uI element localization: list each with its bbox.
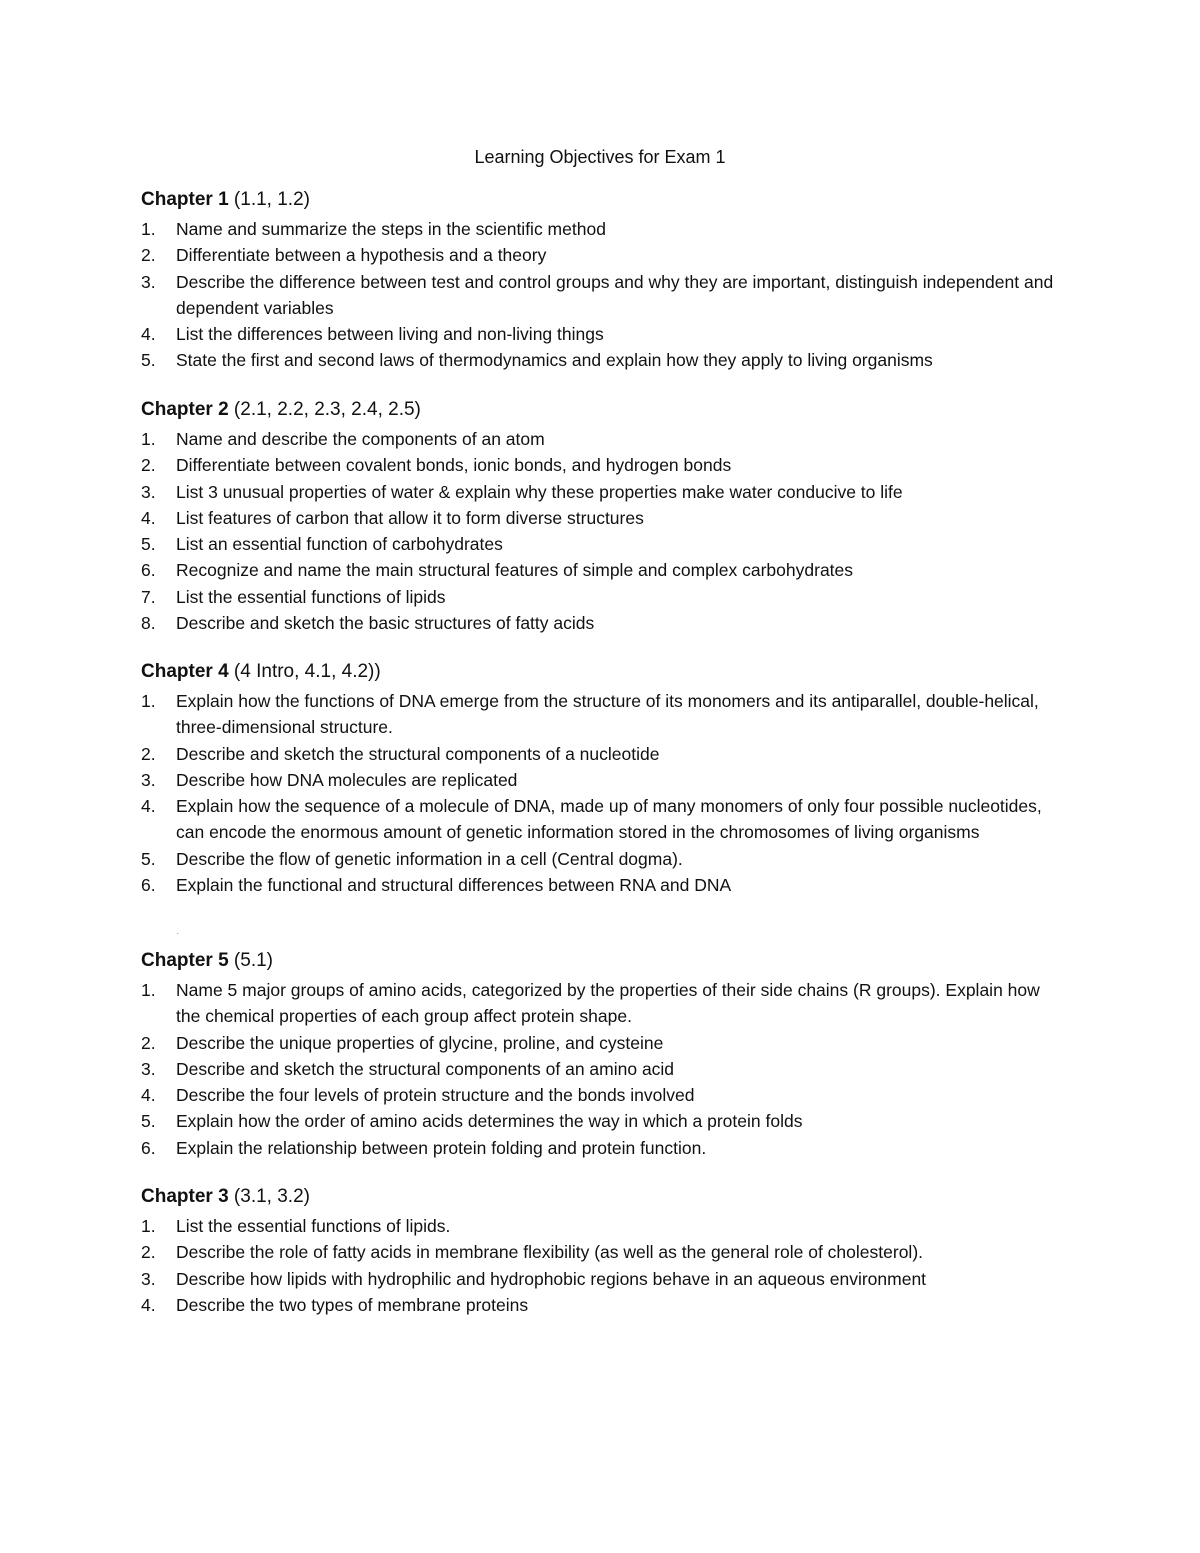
item-text: Name and describe the components of an atom	[176, 429, 545, 449]
list-item	[141, 505, 1061, 531]
item-number: 6.	[141, 875, 156, 896]
item-number: 3.	[141, 1058, 156, 1079]
item-text: Describe and sketch the structural components of a nucleotide	[176, 743, 660, 764]
list-item	[141, 242, 1061, 268]
item-text: Explain how the functions of DNA emerge from the structure of its monomers and its antiparallel, double-helical, three-dimensional structure.	[176, 691, 1039, 738]
chapter-label: Chapter 5	[141, 950, 229, 971]
item-number: 1.	[141, 219, 156, 239]
list-item	[141, 1292, 1061, 1318]
chapter-label: Chapter 4	[141, 661, 229, 682]
item-number: 2.	[141, 455, 156, 476]
item-number: 4.	[141, 1294, 156, 1315]
item-text: List an essential function of carbohydrates	[176, 534, 503, 555]
item-number: 2.	[141, 1242, 156, 1263]
item-text: Differentiate between a hypothesis and a theory	[176, 245, 547, 266]
item-number: 4.	[141, 507, 156, 528]
item-number: 2.	[141, 1032, 156, 1053]
objective-list	[141, 426, 1061, 636]
section-heading	[141, 660, 1061, 684]
section-heading	[141, 398, 1061, 422]
stray-mark: ·	[176, 928, 180, 939]
item-text: Explain how the sequence of a molecule of DNA, made up of many monomers of only four possible nucleotides, can encode the enormous amount of genetic information stored in the chromosomes of living organisms	[176, 796, 1042, 843]
item-text: Explain the functional and structural differences between RNA and DNA	[176, 875, 732, 896]
list-item	[141, 610, 1061, 636]
item-text: Recognize and name the main structural features of simple and complex carbohydrates	[176, 560, 854, 581]
item-number: 2.	[141, 245, 156, 266]
page-title: Learning Objectives for Exam 1	[474, 147, 726, 167]
item-text: List 3 unusual properties of water & explain why these properties make water conducive to life	[176, 481, 903, 502]
list-item	[141, 1213, 1061, 1239]
list-item	[141, 479, 1061, 505]
list-item	[141, 793, 1061, 846]
item-text: Describe how DNA molecules are replicated	[176, 769, 518, 790]
chapter-ref: (1.1, 1.2)	[233, 189, 310, 210]
item-text: Name 5 major groups of amino acids, categorized by the properties of their side chains (R groups). Explain how the chemical properties of each group affect protein shape.	[176, 980, 1040, 1027]
objective-list	[141, 216, 1061, 374]
list-item	[141, 1108, 1061, 1134]
chapter-ref: (2.1, 2.2, 2.3, 2.4, 2.5)	[233, 399, 421, 420]
chapter-ref: (4 Intro, 4.1, 4.2))	[233, 661, 381, 682]
item-number: 5.	[141, 1111, 156, 1132]
item-number: 4.	[141, 324, 156, 345]
item-number: 4.	[141, 796, 156, 817]
item-text: Describe the role of fatty acids in membrane flexibility (as well as the general role of cholesterol).	[176, 1242, 924, 1263]
item-number: 4.	[141, 1085, 156, 1106]
list-item	[141, 1239, 1061, 1265]
list-item	[141, 1266, 1061, 1292]
section-heading	[141, 949, 1061, 973]
list-item	[141, 688, 1061, 741]
objective-list	[141, 1213, 1061, 1318]
chapter-section	[141, 949, 1061, 1161]
item-text: Describe the two types of membrane proteins	[176, 1294, 529, 1315]
item-number: 5.	[141, 848, 156, 869]
item-number: 1.	[141, 980, 156, 1000]
list-item	[141, 216, 1061, 242]
item-text: Describe how lipids with hydrophilic and hydrophobic regions behave in an aqueous environment	[176, 1268, 927, 1289]
item-text: Describe the difference between test and control groups and why they are important, distinguish independent and dependent variables	[176, 271, 1054, 318]
item-number: 3.	[141, 769, 156, 790]
list-item	[141, 741, 1061, 767]
item-number: 2.	[141, 743, 156, 764]
chapter-label: Chapter 1	[141, 189, 229, 210]
list-item	[141, 452, 1061, 478]
chapter-label: Chapter 2	[141, 399, 229, 420]
list-item	[141, 426, 1061, 452]
list-item	[141, 1135, 1061, 1161]
item-number: 3.	[141, 1268, 156, 1289]
item-text: Describe and sketch the basic structures of fatty acids	[176, 613, 595, 634]
section-heading	[141, 188, 1061, 212]
list-item	[141, 584, 1061, 610]
section-heading	[141, 1185, 1061, 1209]
list-item	[141, 269, 1061, 322]
item-text: Explain the relationship between protein folding and protein function.	[176, 1137, 707, 1158]
item-text: List the essential functions of lipids	[176, 586, 446, 607]
objective-list	[141, 977, 1061, 1161]
item-number: 7.	[141, 586, 156, 607]
chapter-section	[141, 1185, 1061, 1318]
item-number: 6.	[141, 1137, 156, 1158]
item-number: 3.	[141, 481, 156, 502]
list-item	[141, 846, 1061, 872]
list-item	[141, 977, 1061, 1030]
item-number: 1.	[141, 429, 156, 449]
item-number: 1.	[141, 1216, 156, 1236]
item-text: List the differences between living and non-living things	[176, 324, 604, 345]
item-text: State the first and second laws of thermodynamics and explain how they apply to living organisms	[176, 350, 933, 371]
item-text: List features of carbon that allow it to form diverse structures	[176, 507, 644, 528]
chapter-label: Chapter 3	[141, 1186, 229, 1207]
item-number: 5.	[141, 350, 156, 371]
list-item	[141, 767, 1061, 793]
item-text: Describe and sketch the structural components of an amino acid	[176, 1058, 675, 1079]
item-number: 3.	[141, 271, 156, 292]
item-text: Describe the four levels of protein structure and the bonds involved	[176, 1085, 695, 1106]
list-item	[141, 531, 1061, 557]
item-text: Describe the flow of genetic information in a cell (Central dogma).	[176, 848, 683, 869]
list-item	[141, 1030, 1061, 1056]
list-item	[141, 1082, 1061, 1108]
list-item	[141, 347, 1061, 373]
item-text: Name and summarize the steps in the scientific method	[176, 219, 606, 239]
chapter-section	[141, 660, 1061, 898]
list-item	[141, 557, 1061, 583]
list-item	[141, 1056, 1061, 1082]
list-item	[141, 321, 1061, 347]
item-number: 1.	[141, 691, 156, 711]
list-item	[141, 872, 1061, 898]
item-number: 8.	[141, 613, 156, 634]
chapter-section	[141, 398, 1061, 636]
item-number: 6.	[141, 560, 156, 581]
chapter-ref: (3.1, 3.2)	[233, 1186, 310, 1207]
item-text: Describe the unique properties of glycine, proline, and cysteine	[176, 1032, 664, 1053]
chapter-ref: (5.1)	[233, 950, 273, 971]
item-number: 5.	[141, 534, 156, 555]
item-text: Differentiate between covalent bonds, ionic bonds, and hydrogen bonds	[176, 455, 732, 476]
objective-list	[141, 688, 1061, 898]
item-text: List the essential functions of lipids.	[176, 1216, 451, 1236]
item-text: Explain how the order of amino acids determines the way in which a protein folds	[176, 1111, 803, 1132]
chapter-section	[141, 188, 1061, 374]
